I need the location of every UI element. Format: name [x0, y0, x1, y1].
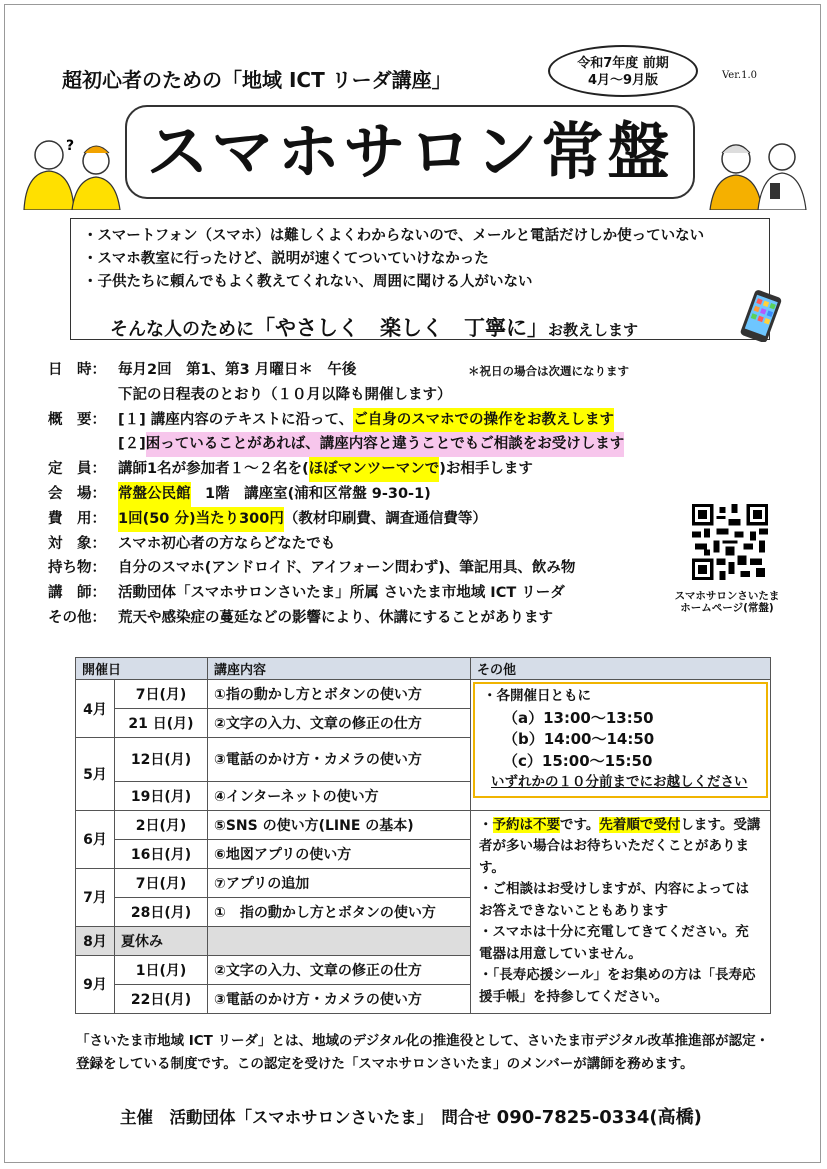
qr-caption-2: ホームページ(常盤)	[680, 602, 774, 614]
lecturer-value: 活動団体「スマホサロンさいたま」所属 さいたま市地域 ICT リーダ	[118, 585, 565, 602]
items-row	[48, 556, 688, 581]
note-1-mid: です。	[560, 816, 600, 833]
content-cell: ②文字の入力、文章の修正の仕方	[208, 709, 471, 738]
qr-code[interactable]	[692, 504, 768, 580]
capacity-highlight: ほぼマンツーマンで	[309, 457, 440, 482]
title-box	[125, 105, 695, 199]
tagline-post: お教えします	[548, 321, 639, 339]
fee-row	[48, 507, 688, 532]
header-content: 講座内容	[208, 658, 471, 680]
month-cell: 5月	[76, 738, 115, 811]
time-b: （b）14:00～14:50	[503, 730, 655, 748]
times-box	[473, 682, 768, 798]
outline-1-pre: [１] 講座内容のテキストに沿って、	[118, 411, 354, 428]
holiday-note: ＊祝日の場合は次週になります	[468, 364, 629, 378]
day-cell: 12日(月)	[115, 738, 208, 782]
day-cell: 1日(月)	[115, 955, 208, 984]
outline-1-highlight: ご自身のスマホでの操作をお教えします	[353, 408, 614, 433]
subtitle: 超初心者のための「地域 ICT リーダ講座」	[62, 68, 452, 92]
host-text: 主催 活動団体「スマホサロンさいたま」 問合せ	[120, 1108, 491, 1127]
info-section	[48, 358, 688, 631]
note-1-hl-1: 予約は不要	[492, 816, 560, 833]
times-title: ・各開催日ともに	[483, 688, 591, 704]
misc-row	[48, 606, 688, 631]
fee-post: （教材印刷費、調査通信費等）	[283, 510, 487, 527]
venue-post: 1階 講座室(浦和区常盤 9-30-1)	[190, 485, 431, 502]
term-line-1: 令和7年度 前期	[577, 56, 669, 71]
qr-caption-1: スマホサロンさいたま	[674, 590, 780, 602]
venue-row	[48, 482, 688, 507]
day-cell: 21 日(月)	[115, 709, 208, 738]
day-cell: 7日(月)	[115, 868, 208, 897]
date-value-2: 下記の日程表のとおり（１０月以降も開催します）	[118, 386, 452, 403]
day-cell: 28日(月)	[115, 897, 208, 926]
term-bubble	[548, 45, 698, 97]
notes-cell	[471, 810, 771, 1013]
fee-highlight: 1回(50 分)当たり300円	[118, 507, 284, 532]
date-row	[48, 358, 688, 383]
day-cell: 夏休み	[115, 926, 208, 955]
schedule-table	[75, 657, 771, 1014]
term-line-2: 4月～9月版	[587, 73, 659, 88]
outline-row-1	[48, 408, 688, 433]
date-row-2	[48, 383, 688, 408]
confused-people-illustration	[14, 135, 124, 210]
day-cell: 2日(月)	[115, 810, 208, 839]
time-note: いずれかの１０分前までにお越しください	[491, 774, 748, 790]
tagline	[110, 312, 638, 342]
month-cell: 9月	[76, 955, 115, 1013]
content-cell: ②文字の入力、文章の修正の仕方	[208, 955, 471, 984]
qr-caption	[668, 590, 786, 614]
time-a: （a）13:00～13:50	[503, 708, 654, 727]
month-cell: 4月	[76, 680, 115, 738]
tagline-pre: そんな人のために	[110, 319, 254, 340]
day-cell: 16日(月)	[115, 839, 208, 868]
capacity-row	[48, 457, 688, 482]
lecturer-row	[48, 581, 688, 606]
lecturer-label: 講 師：	[48, 585, 106, 602]
table-row	[76, 810, 771, 839]
content-cell: ③電話のかけ方・カメラの使い方	[208, 738, 471, 782]
smartphone-icon	[735, 290, 785, 342]
page-title: スマホサロン常盤	[146, 115, 674, 188]
outline-2-highlight: 困っていることがあれば、講座内容と違うことでもご相談をお受けします	[146, 432, 625, 457]
time-c: （c）15:00～15:50	[503, 751, 653, 770]
outline-label: 概 要：	[48, 411, 106, 428]
elderly-couple-illustration	[706, 135, 810, 210]
note-4: ・「長寿応援シール」をお集めの方は「長寿応援手帳」を持参してください。	[479, 967, 756, 1005]
day-cell: 22日(月)	[115, 984, 208, 1013]
content-cell: ①指の動かし方とボタンの使い方	[208, 680, 471, 709]
host-line	[120, 1103, 702, 1129]
note-3: ・スマホは十分に充電してきてください。充電器は用意していません。	[479, 924, 749, 962]
header-date: 開催日	[76, 658, 208, 680]
target-row	[48, 532, 688, 557]
content-cell: ③電話のかけ方・カメラの使い方	[208, 984, 471, 1013]
items-label: 持ち物：	[48, 560, 106, 577]
items-value: 自分のスマホ(アンドロイド、アイフォーン問わず)、筆記用具、飲み物	[118, 560, 576, 577]
table-row	[76, 680, 771, 709]
table-header-row	[76, 658, 771, 680]
capacity-pre: 講師1名が参加者１～２名を(	[118, 461, 309, 478]
outline-2-pre: [２]	[118, 436, 146, 453]
content-cell: ④インターネットの使い方	[208, 781, 471, 810]
capacity-post: )お相手します	[439, 461, 533, 478]
problem-line-1: ・スマートフォン（スマホ）は難しくよくわからないので、メールと電話だけしか使っていない	[83, 228, 705, 244]
phone-number: 090-7825-0334(高橋)	[496, 1107, 702, 1128]
day-cell: 7日(月)	[115, 680, 208, 709]
version-label: Ver.1.0	[722, 70, 757, 81]
content-cell: ① 指の動かし方とボタンの使い方	[208, 897, 471, 926]
note-2: ・ご相談はお受けしますが、内容によってはお答えできないこともあります	[479, 881, 749, 919]
svg-text:?: ?	[66, 138, 75, 154]
capacity-label: 定 員：	[48, 461, 106, 478]
problem-line-3: ・子供たちに頼んでもよく教えてくれない、周囲に聞ける人がいない	[83, 274, 533, 290]
target-value: スマホ初心者の方ならどなたでも	[118, 535, 336, 552]
content-cell: ⑦アプリの追加	[208, 868, 471, 897]
fee-label: 費 用：	[48, 510, 106, 527]
times-cell	[471, 680, 771, 811]
footer-description: 「さいたま市地域 ICT リーダ」とは、地域のデジタル化の推進役として、さいたま市デジタル改革推進部が認定・登録をしている制度です。この認定を受けた「スマホサロンさいたま」のメンバーが講師を務めます。	[76, 1033, 770, 1072]
misc-label: その他：	[48, 609, 106, 626]
day-cell: 19日(月)	[115, 781, 208, 810]
date-value: 毎月2回 第1、第3 月曜日＊ 午後	[118, 362, 357, 378]
venue-highlight: 常盤公民館	[118, 482, 191, 507]
note-1-hl-2: 先着順で受付	[599, 816, 681, 833]
month-cell: 7月	[76, 868, 115, 926]
note-1-post: します。受講者が多い場合はお待ちいただくことがあります。	[479, 816, 761, 876]
content-cell: ⑥地図アプリの使い方	[208, 839, 471, 868]
month-cell: 8月	[76, 926, 115, 955]
header-other: その他	[471, 658, 771, 680]
date-label: 日 時：	[48, 362, 106, 378]
content-cell	[208, 926, 471, 955]
misc-value: 荒天や感染症の蔓延などの影響により、休講にすることがあります	[118, 609, 553, 626]
content-cell: ⑤SNS の使い方(LINE の基本)	[208, 810, 471, 839]
outline-row-2	[48, 432, 688, 457]
tagline-main: 「やさしく 楽しく 丁寧に」	[254, 316, 548, 340]
month-cell: 6月	[76, 810, 115, 868]
problem-line-2: ・スマホ教室に行ったけど、説明が速くてついていけなかった	[83, 251, 489, 267]
venue-label: 会 場：	[48, 485, 106, 502]
target-label: 対 象：	[48, 535, 106, 552]
note-1: ・予約は不要です。先着順で受付します。受講者が多い場合はお待ちいただくことがあります。	[479, 816, 761, 876]
